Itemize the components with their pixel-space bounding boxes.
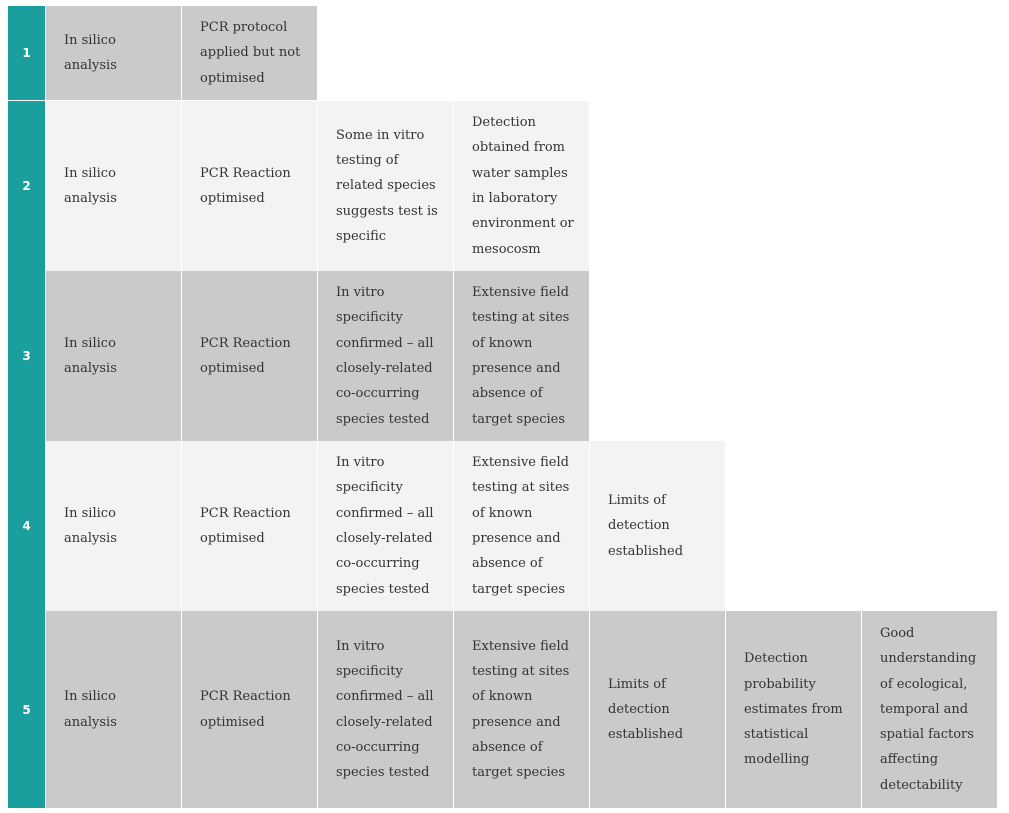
row-5-cell-2 [181, 611, 317, 808]
cell-text: PCR Reaction optimised [200, 165, 291, 206]
row-5-cell-6 [725, 611, 861, 808]
row-5-cell-7 [861, 611, 997, 808]
row-1-cell-2 [181, 6, 317, 100]
row-3-cell-3 [317, 271, 453, 441]
row-5-cell-1 [45, 611, 181, 808]
row-4-cell-5 [589, 441, 725, 611]
row-4-cell-3 [317, 441, 453, 611]
cell-text: PCR Reaction optimised [200, 335, 291, 376]
row-1-cell-1 [45, 6, 181, 100]
cell-text: In vitro specificity confirmed – all closely-related co-occurring species tested [336, 285, 434, 427]
row-number-4: 4 [8, 441, 45, 611]
cell-text: In vitro specificity confirmed – all closely-related co-occurring species tested [336, 638, 434, 781]
row-number-1: 1 [8, 6, 45, 100]
cell-text: PCR protocol applied but not optimised [200, 20, 301, 86]
row-2-cell-1 [45, 101, 181, 271]
cell-text: Limits of detection established [608, 493, 684, 559]
cell-text: In silico analysis [64, 32, 117, 73]
cell-text: Extensive field testing at sites of known presence and absence of target species [472, 638, 570, 781]
cell-text: Detection probability estimates from statistical modelling [744, 651, 843, 768]
row-2-cell-3 [317, 101, 453, 271]
row-4-cell-2 [181, 441, 317, 611]
row-number-3: 3 [8, 271, 45, 441]
row-number-2: 2 [8, 101, 45, 271]
row-3-cell-1 [45, 271, 181, 441]
row-4-cell-4 [453, 441, 589, 611]
row-4-cell-1 [45, 441, 181, 611]
cell-text: PCR Reaction optimised [200, 689, 291, 730]
cell-text: In silico analysis [64, 505, 117, 546]
cell-text: In silico analysis [64, 165, 117, 206]
cell-text: Extensive field testing at sites of known presence and absence of target species [472, 285, 570, 427]
cell-text: Extensive field testing at sites of known presence and absence of target species [472, 455, 570, 597]
row-number-5: 5 [8, 611, 45, 808]
row-2-cell-4 [453, 101, 589, 271]
cell-text: Some in vitro testing of related species suggests test is specific [336, 127, 438, 244]
cell-text: Good understanding of ecological, temporal and spatial factors affecting detectability [880, 625, 977, 793]
row-3-cell-2 [181, 271, 317, 441]
cell-text: In silico analysis [64, 689, 117, 730]
cell-text: In vitro specificity confirmed – all closely-related co-occurring species tested [336, 455, 434, 597]
cell-text: Limits of detection established [608, 676, 684, 743]
row-5-cell-5 [589, 611, 725, 808]
row-5-cell-3 [317, 611, 453, 808]
row-5-cell-4 [453, 611, 589, 808]
row-2-cell-2 [181, 101, 317, 271]
cell-text: PCR Reaction optimised [200, 505, 291, 546]
cell-text: Detection obtained from water samples in laboratory environment or mesocosm [472, 115, 574, 257]
row-3-cell-4 [453, 271, 589, 441]
cell-text: In silico analysis [64, 335, 117, 376]
